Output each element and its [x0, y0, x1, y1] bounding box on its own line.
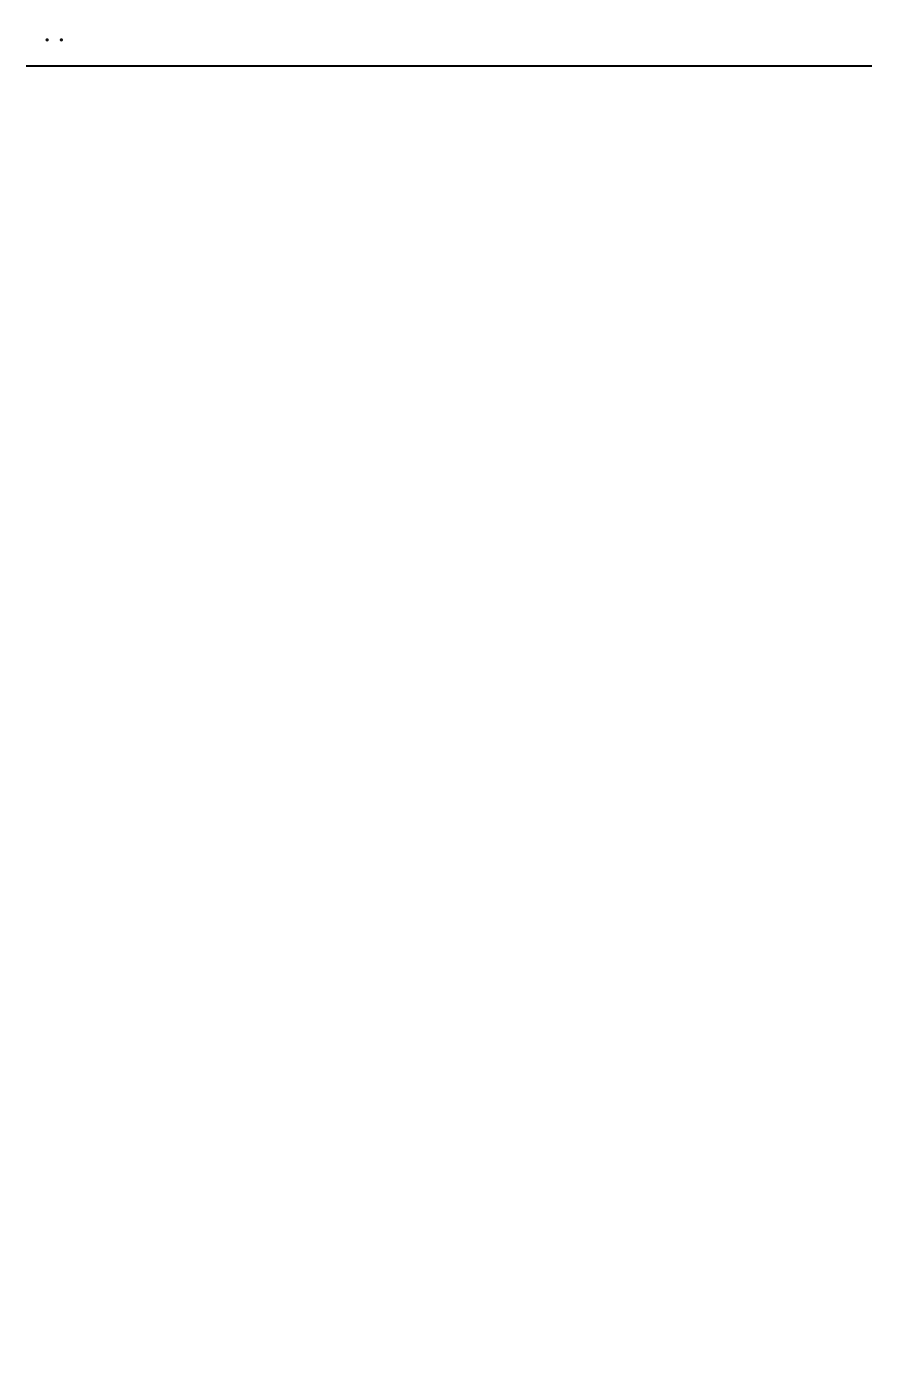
header-rule: [26, 65, 872, 67]
game4-board-diagram: [26, 383, 406, 793]
game5-board-diagram: [26, 937, 406, 1347]
page-header: [44, 22, 91, 58]
header-dot-right: ·: [58, 29, 65, 51]
header-dot-left: ·: [44, 29, 51, 51]
